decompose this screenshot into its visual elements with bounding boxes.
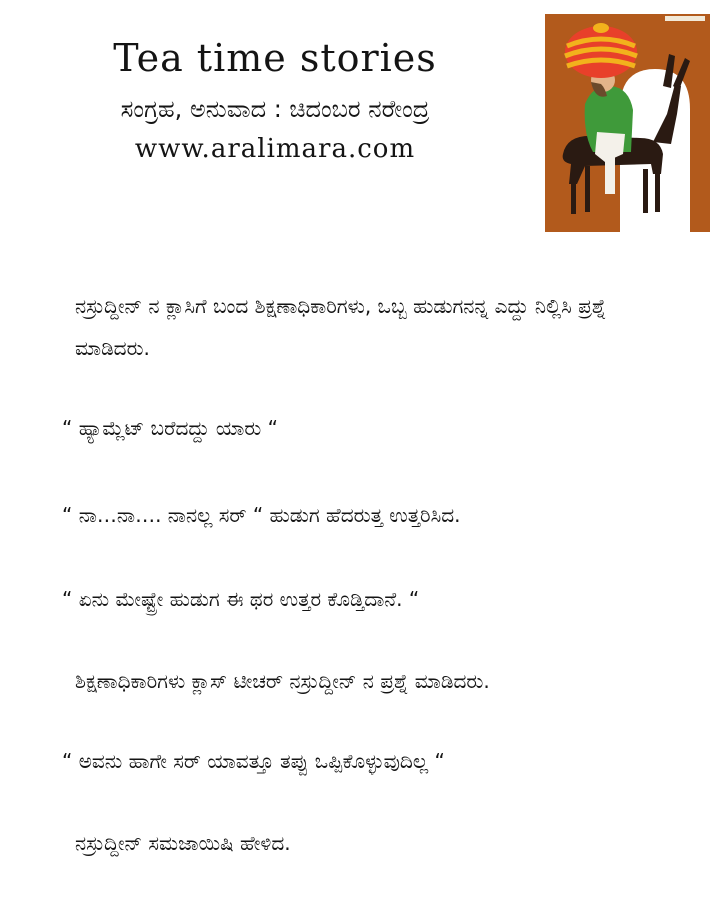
story-paragraph: ಶಿಕ್ಷಣಾಧಿಕಾರಿಗಳು ಕ್ಲಾಸ್ ಟೀಚರ್ ನಸ್ರುದ್ದೀನ್ ನ ಪ್ರಶ್ನೆ ಮಾಡಿದರು. [75, 669, 490, 693]
story-paragraph: ನಸ್ರುದ್ದೀನ್ ಸಮಜಾಯಿಷಿ ಹೇಳಿದ. [75, 831, 291, 855]
story-paragraph: “ ಹ್ಯಾಮ್ಲೆಟ್ ಬರೆದದ್ದು ಯಾರು “ [62, 416, 278, 440]
story-paragraph: ನಸ್ರುದ್ದೀನ್ ನ ಕ್ಲಾಸಿಗೆ ಬಂದ ಶಿಕ್ಷಣಾಧಿಕಾರಿಗಳು, ಒಬ್ಬ ಹುಡುಗನನ್ನ ಎದ್ದು ನಿಲ್ಲಿಸಿ ಪ್ರಶ್ನೆ ಮಾಡಿದರು. [75, 294, 607, 360]
story-paragraph: “ ಅವನು ಹಾಗೇ ಸರ್ ಯಾವತ್ತೂ ತಪ್ಪು ಒಪ್ಪಿಕೊಳ್ಳುವುದಿಲ್ಲ “ [62, 749, 445, 773]
website-url: www.aralimara.com [134, 134, 416, 164]
page-subtitle: ಸಂಗ್ರಹ, ಅನುವಾದ : ಚಿದಂಬರ ನರೇಂದ್ರ [120, 95, 430, 123]
story-paragraph: “ ನಾ…ನಾ…. ನಾನಲ್ಲ ಸರ್ “ ಹುಡುಗ ಹೆದರುತ್ತ ಉತ್ತರಿಸಿದ. [62, 503, 461, 527]
page-title: Tea time stories [113, 36, 437, 80]
story-paragraph: “ ಏನು ಮೇಷ್ಟ್ರೇ ಹುಡುಗ ಈ ಥರ ಉತ್ತರ ಕೊಡ್ತಿದಾನೆ. “ [62, 587, 420, 611]
